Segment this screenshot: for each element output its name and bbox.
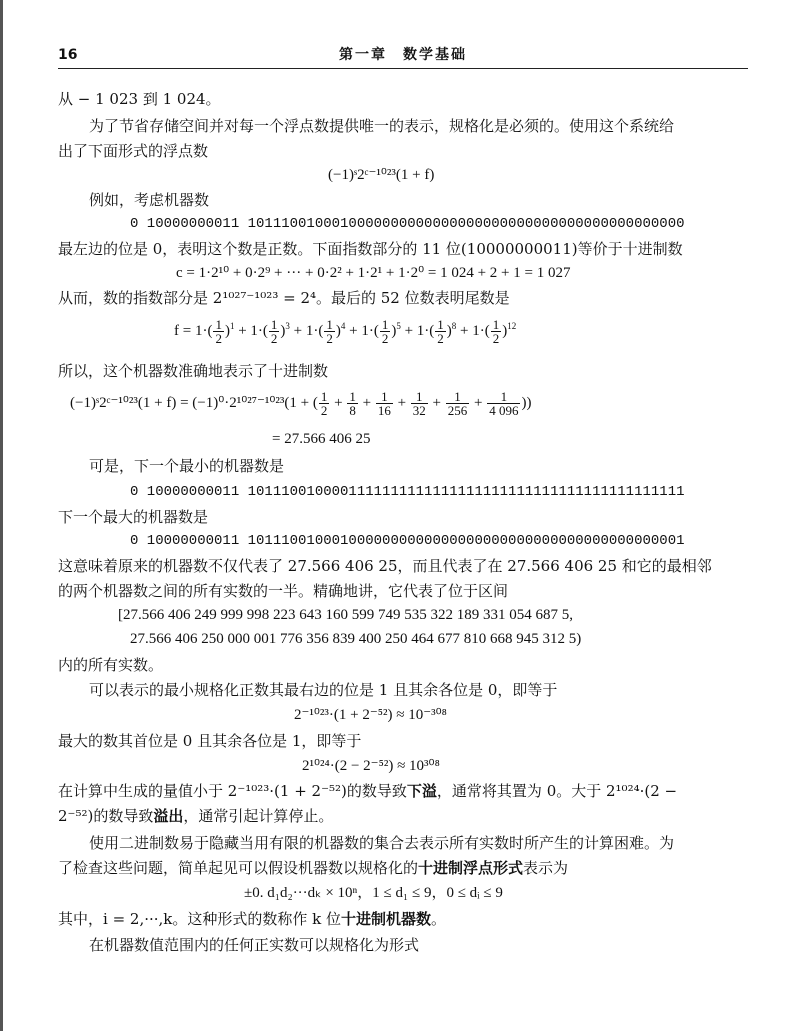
binary-machine-number: 0 10000000011 1011100100010000000000000000000000000000000000000001	[130, 533, 685, 549]
paragraph-line: 这意味着原来的机器数不仅代表了 27.566 406 25，而且代表了在 27.566 406 25 和它的最相邻	[58, 557, 712, 575]
equation-mantissa: f = 1·( $\frac{1}{2}$ )$^1$ + 1·( $\frac{1}{2}$ )$^3$ + 1·( $\frac{1}{2}$ )$^4$ + 1·( $\frac{1}{2}$ )$^5$ + 1·( $\frac{1}{2}$ )$^8$ + 1·( $\frac{1}{2}$ )$^{12}$	[174, 317, 517, 346]
scan-edge	[0, 0, 3, 1031]
keyword-overflow: 溢出	[153, 807, 184, 825]
equation-max-normal: 2¹⁰²⁴·(2 − 2⁻⁵²) ≈ 10³⁰⁸	[302, 758, 440, 774]
paragraph-line: 下一个最大的机器数是	[58, 508, 209, 526]
paragraph-line: 从 − 1 023 到 1 024。	[58, 90, 221, 108]
keyword-decimal-machine-number: 十进制机器数	[341, 910, 432, 928]
interval-upper: 27.566 406 250 000 001 776 356 839 400 250 464 677 810 668 945 312 5)	[130, 631, 582, 647]
paragraph-line: 在机器数值范围内的任何正实数可以规格化为形式	[89, 936, 420, 954]
chapter-title: 第一章 数学基础	[339, 47, 467, 63]
paragraph-line: 为了节省存储空间并对每一个浮点数提供唯一的表示，规格化是必须的。使用这个系统给	[89, 117, 675, 135]
paragraph-line: 其中，i = 2,···,k。这种形式的数称作 k 位十进制机器数。	[58, 910, 447, 928]
equation-decimal-value: (−1)ˢ2ᶜ⁻¹⁰²³(1 + f) = (−1)⁰·2¹⁰²⁷⁻¹⁰²³(1 + ( $\frac{1}{2}$ + $\frac{1}{8}$ + $\frac{1}{16}$ + $\frac{1}{32}$ + $\frac{1}{256}$ + $\frac{1}{4 096}$ ))	[70, 389, 532, 418]
paragraph-line: 最左边的位是 0，表明这个数是正数。下面指数部分的 11 位(10000000011)等价于十进制数	[58, 240, 683, 258]
mantissa-lhs: f = 1·(	[174, 322, 213, 339]
equation-min-normal: 2⁻¹⁰²³·(1 + 2⁻⁵²) ≈ 10⁻³⁰⁸	[294, 707, 447, 723]
paragraph-line: 内的所有实数。	[58, 656, 164, 674]
binary-machine-number: 0 10000000011 1011100100010000000000000000000000000000000000000000	[130, 216, 685, 232]
equation-decimal-form: ±0. d₁d₂···dₖ × 10ⁿ，1 ≤ d₁ ≤ 9，0 ≤ dᵢ ≤ 9	[244, 885, 503, 901]
paragraph-line: 例如，考虑机器数	[89, 191, 210, 209]
paragraph-line: 使用二进制数易于隐藏当用有限的机器数的集合去表示所有实数时所产生的计算困难。为	[89, 834, 675, 852]
equation-float-form: (−1)ˢ2ᶜ⁻¹⁰²³(1 + f)	[328, 167, 435, 183]
paragraph-line: 了检查这些问题，简单起见可以假设机器数以规格化的十进制浮点形式表示为	[58, 859, 569, 877]
equation-exponent-sum: c = 1·2¹⁰ + 0·2⁹ + ··· + 0·2² + 1·2¹ + 1·2⁰ = 1 024 + 2 + 1 = 1 027	[176, 265, 571, 281]
paragraph-line: 从而，数的指数部分是 2¹⁰²⁷⁻¹⁰²³ = 2⁴。最后的 52 位数表明尾数是	[58, 289, 510, 307]
paragraph-line: 的两个机器数之间的所有实数的一半。精确地讲，它代表了位于区间	[58, 582, 509, 600]
paragraph-line: 在计算中生成的量值小于 2⁻¹⁰²³·(1 + 2⁻⁵²)的数导致下溢，通常将其置为 0。大于 2¹⁰²⁴·(2 −	[58, 782, 678, 800]
paragraph-line: 出了下面形式的浮点数	[58, 142, 209, 160]
interval-lower: [27.566 406 249 999 998 223 643 160 599 749 535 322 189 331 054 687 5,	[118, 607, 573, 623]
binary-machine-number: 0 10000000011 1011100100001111111111111111111111111111111111111111	[130, 484, 685, 500]
paragraph-line: 可以表示的最小规格化正数其最右边的位是 1 且其余各位是 0，即等于	[89, 681, 558, 699]
paragraph-line: 所以，这个机器数准确地表示了十进制数	[58, 362, 329, 380]
keyword-decimal-float: 十进制浮点形式	[418, 859, 524, 877]
decimal-value-lhs: (−1)ˢ2ᶜ⁻¹⁰²³(1 + f) = (−1)⁰·2¹⁰²⁷⁻¹⁰²³(1 + (	[70, 394, 318, 411]
paragraph-line: 可是，下一个最小的机器数是	[89, 457, 285, 475]
paragraph-line: 2⁻⁵²)的数导致溢出，通常引起计算停止。	[58, 807, 334, 825]
equation-result: = 27.566 406 25	[272, 431, 371, 447]
paragraph-line: 最大的数其首位是 0 且其余各位是 1，即等于	[58, 732, 362, 750]
keyword-underflow: 下溢	[406, 782, 437, 800]
page-number: 16	[58, 47, 78, 63]
page-header	[58, 44, 748, 69]
